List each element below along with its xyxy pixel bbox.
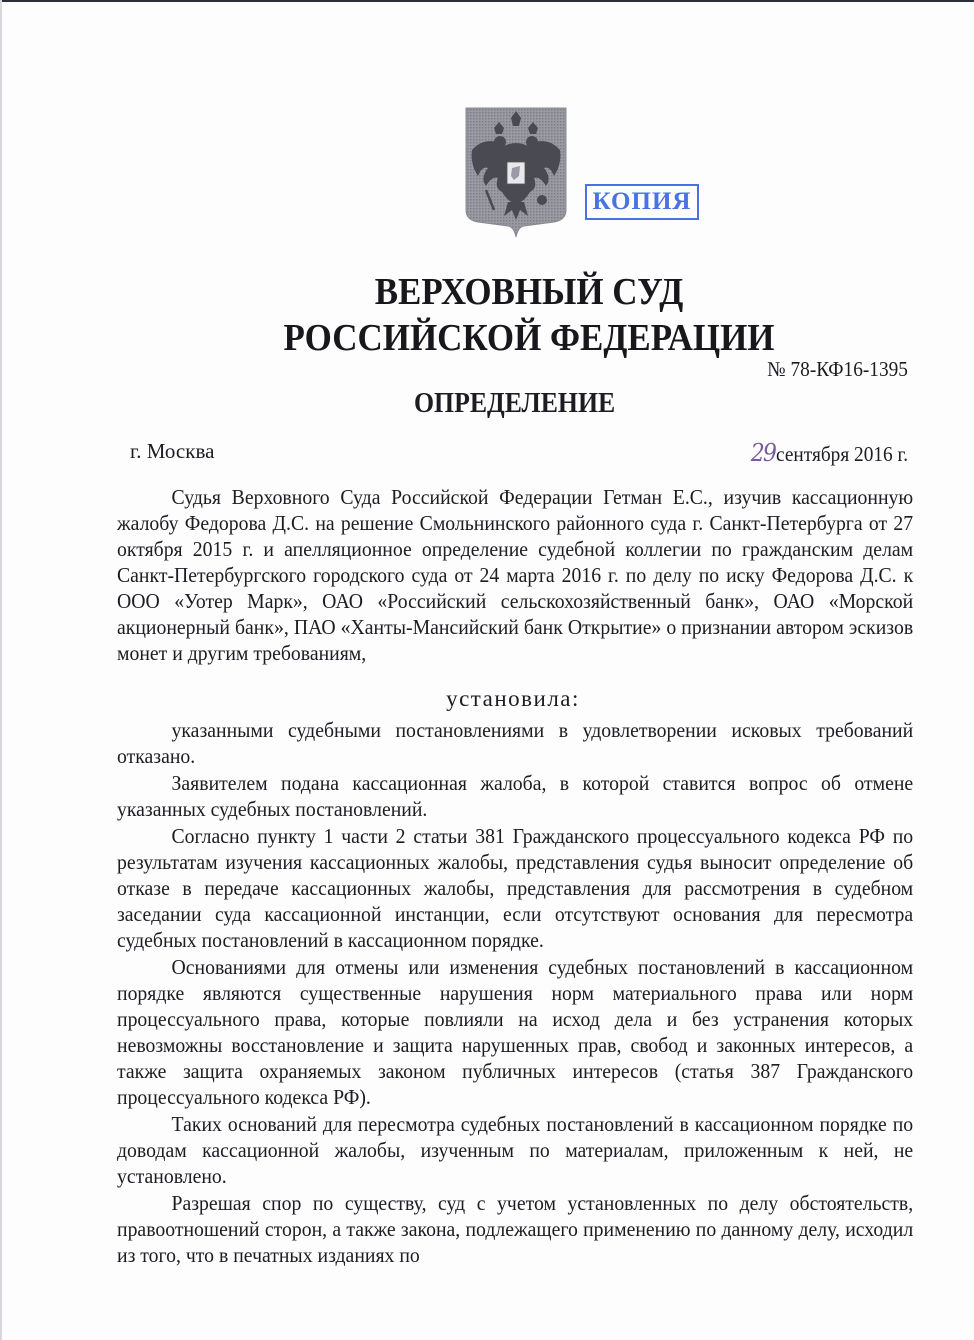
paragraph: Заявителем подана кассационная жалоба, в которой ставится вопрос об отмене указанных судебных постановлений. xyxy=(117,771,914,821)
intro-paragraph: Судья Верховного Суда Российской Федерации Гетман Е.С., изучив кассационную жалобу Федорова Д.С. на решение Смольнинского районного суда г. Санкт-Петербурга от 27 октября 2015 г. и апелляционное определение судебной коллегии по гражданским делам Санкт-Петербургского городского суда от 24 марта 2016 г. по делу по иску Федорова Д.С. к ООО «Уотер Марк», ОАО «Российский сельскохозяйственный банк», ОАО «Морской акционерный банк», ПАО «Ханты-Мансийский банк Открытие» о признании автором эскизов монет и другим требованиям, xyxy=(117,485,914,665)
decision-date xyxy=(751,439,908,467)
scan-edge-top xyxy=(0,0,974,2)
findings-section xyxy=(117,717,913,1269)
month-year: сентября 2016 г. xyxy=(775,442,908,466)
paragraph: Основаниями для отмены или изменения судебных постановлений в кассационном порядке являются существенные нарушения норм материального права или норм процессуального права, которые повлияли на исход дела и без устранения которых невозможны восстановление и защита нарушенных прав, свобод и законных интересов, а также защита охраняемых законом публичных интересов (статья 387 Гражданского процессуального кодекса РФ). xyxy=(117,955,914,1109)
city: г. Москва xyxy=(130,439,215,463)
case-number: № 78-КФ16-1395 xyxy=(767,357,908,381)
handwritten-day: 29 xyxy=(750,439,776,467)
paragraph: указанными судебными постановлениями в удовлетворении исковых требований отказано. xyxy=(117,718,914,768)
established-heading: установила: xyxy=(446,686,580,711)
scan-edge-left xyxy=(0,0,2,1340)
paragraph: Согласно пункту 1 части 2 статьи 381 Гражданского процессуального кодекса РФ по результатам изучения кассационных жалобы, представления судья выносит определение об отказе в передаче кассационных жалобы, представления для рассмотрения в судебном заседании суда кассационной инстанции, если отсутствуют основания для пересмотра судебных постановлений в кассационном порядке. xyxy=(117,824,914,952)
paragraph: Таких оснований для пересмотра судебных постановлений в кассационном порядке по доводам кассационной жалобы, изученным по материалам, приложенным к ней, не установлено. xyxy=(117,1112,914,1188)
intro-section xyxy=(117,484,913,666)
court-name-line-2: РОССИЙСКОЙ ФЕДЕРАЦИИ xyxy=(283,317,775,359)
court-name-line-1: ВЕРХОВНЫЙ СУД xyxy=(374,271,684,313)
document-type-heading: ОПРЕДЕЛЕНИЕ xyxy=(414,388,616,419)
russian-coat-of-arms-icon xyxy=(464,106,568,238)
copy-stamp: КОПИЯ xyxy=(585,184,699,220)
paragraph: Разрешая спор по существу, суд с учетом установленных по делу обстоятельств, правоотношений сторон, а также закона, подлежащего применению по данному делу, исходил из того, что в печатных изданиях по xyxy=(117,1191,914,1267)
